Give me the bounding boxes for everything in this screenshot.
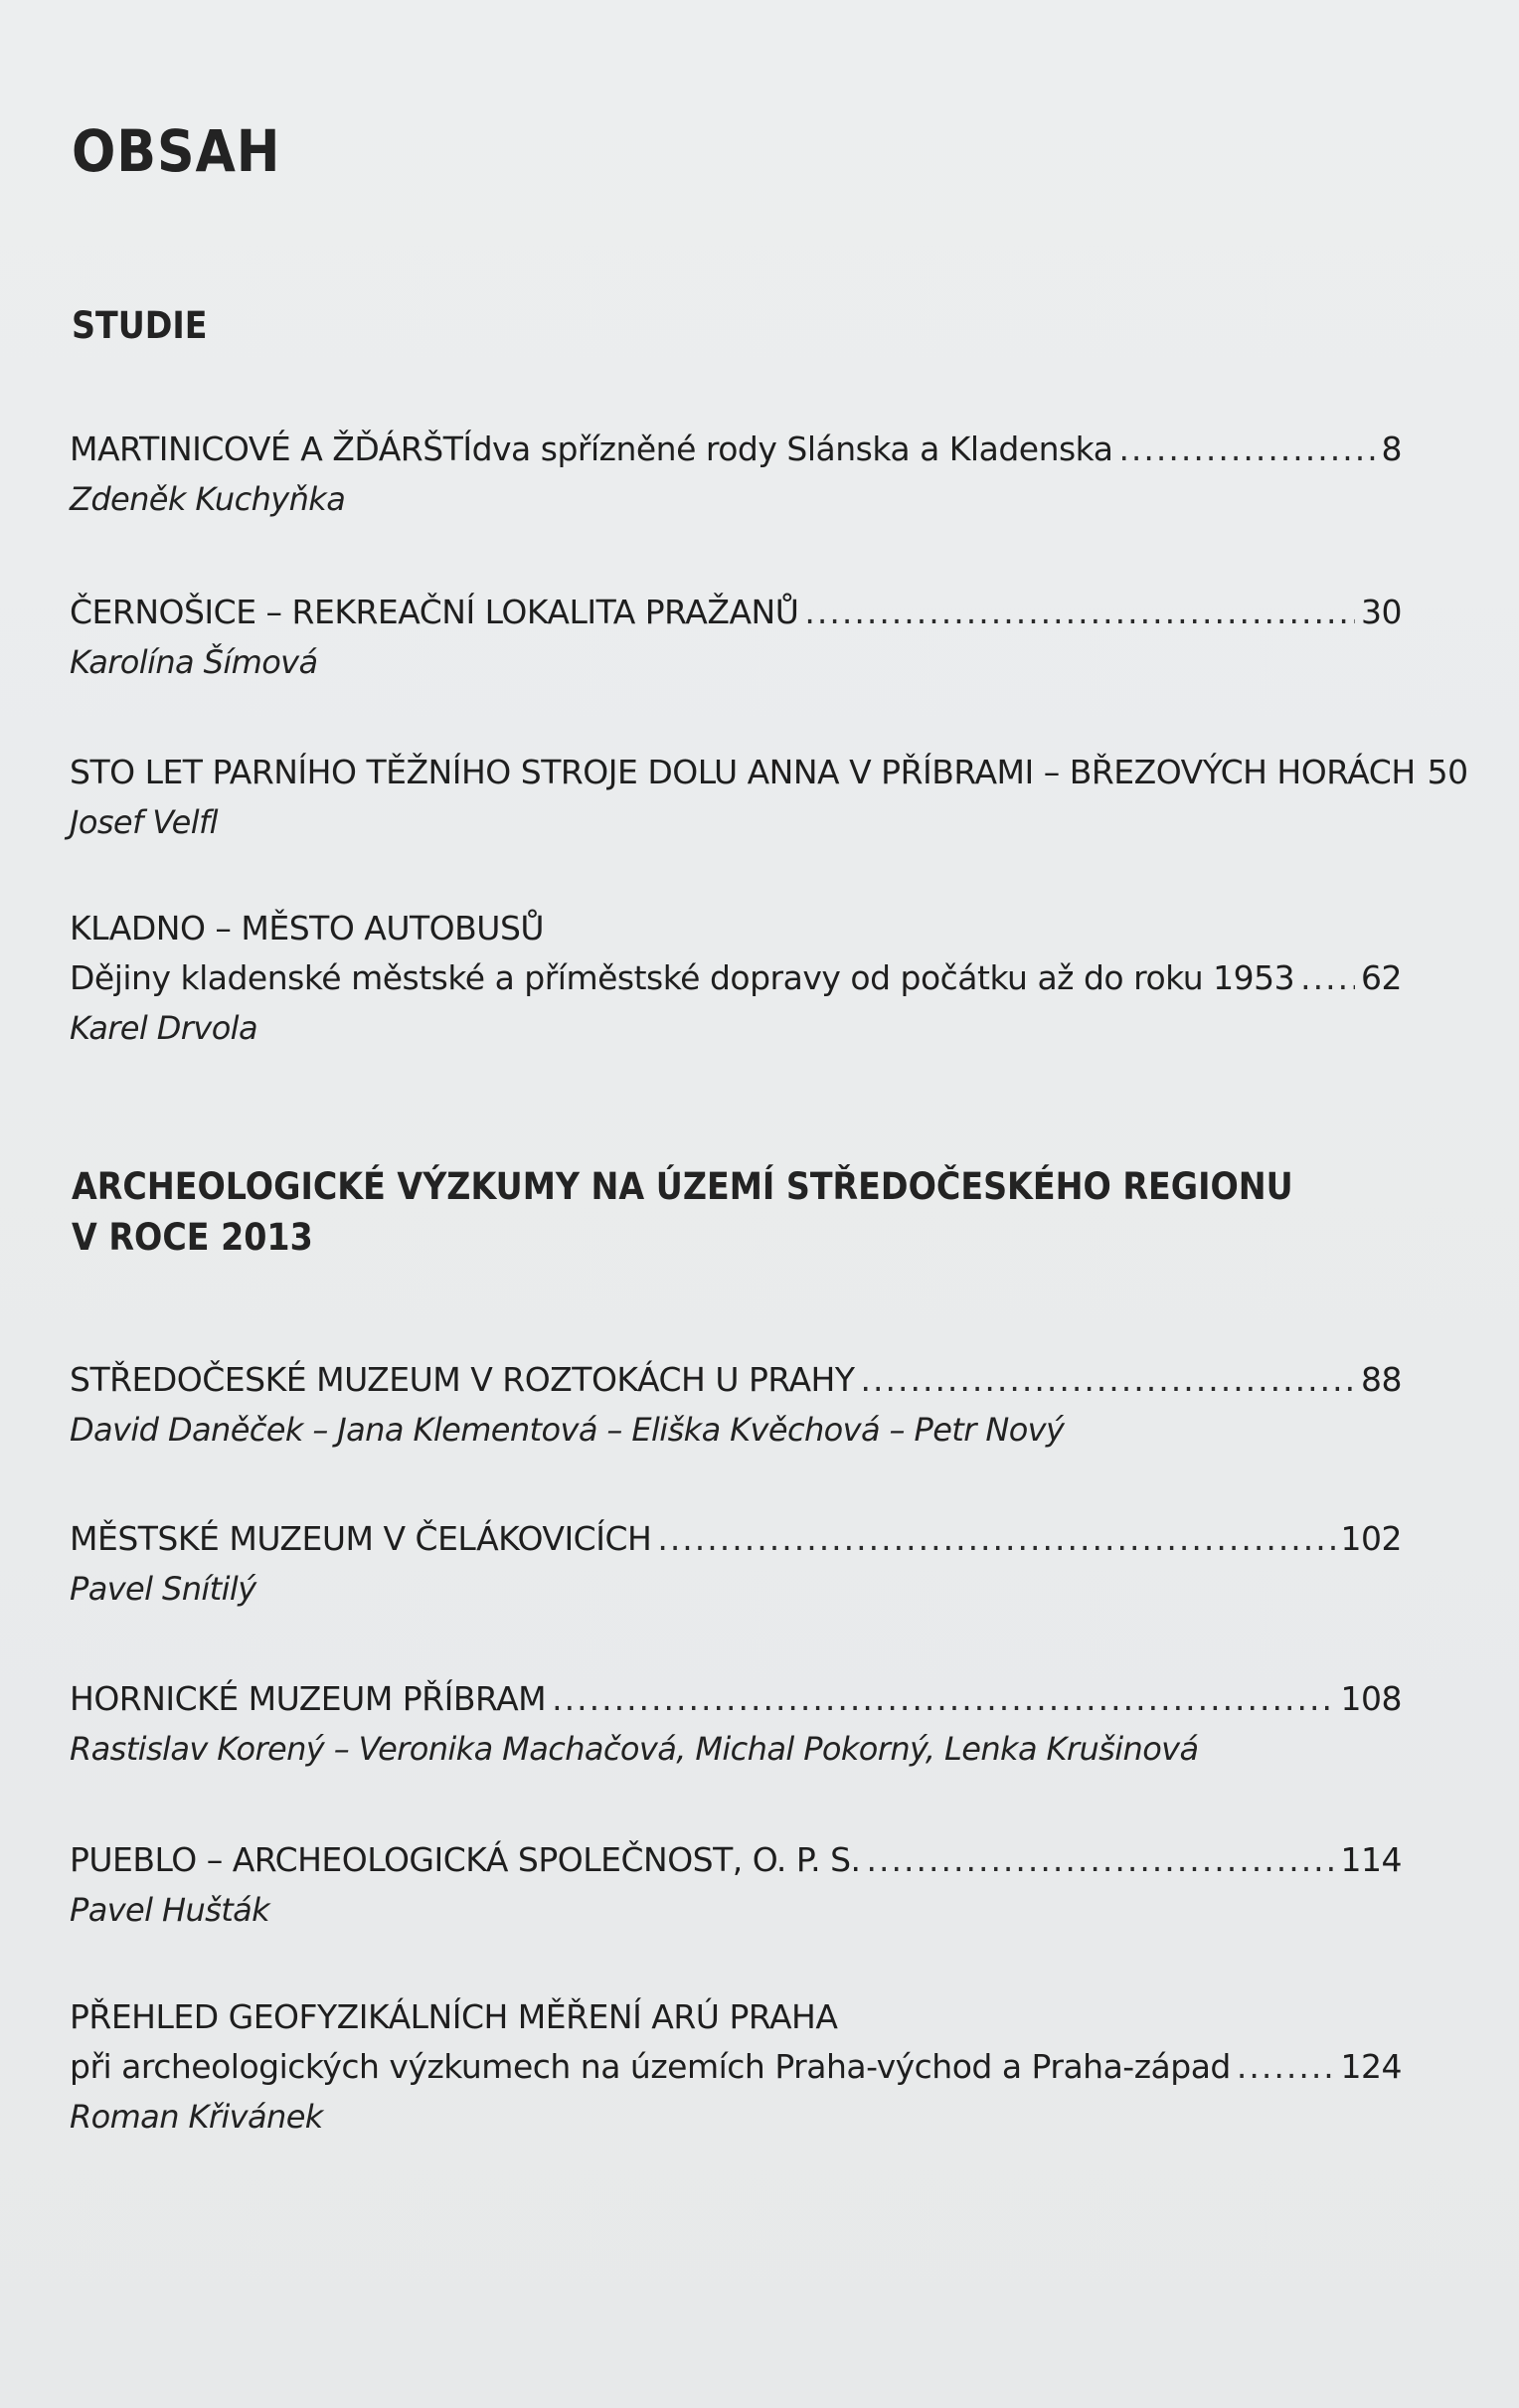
entry-page-number: 8 bbox=[1381, 430, 1402, 468]
entry-author: Josef Velfl bbox=[70, 803, 218, 841]
section-heading-archeologicke-vyzkumy bbox=[72, 1161, 1293, 1263]
entry-author: Karel Drvola bbox=[70, 1009, 257, 1047]
entry-author: David Daněček – Jana Klementová – Eliška Kvěchová – Petr Nový bbox=[70, 1411, 1065, 1449]
entry-author: Zdeněk Kuchyňka bbox=[70, 480, 346, 518]
section-heading-line: V ROCE 2013 bbox=[72, 1216, 313, 1260]
toc-entry-kladno-autobusy bbox=[70, 904, 1402, 1053]
dot-leader bbox=[804, 588, 1355, 637]
toc-entry-line bbox=[70, 1355, 1402, 1405]
dot-leader bbox=[657, 1514, 1334, 1564]
entry-page-number: 88 bbox=[1361, 1360, 1402, 1399]
entry-author: Rastislav Korený – Veronika Machačová, Michal Pokorný, Lenka Krušinová bbox=[70, 1730, 1199, 1768]
entry-title: KLADNO – MĚSTO AUTOBUSŮ bbox=[70, 909, 545, 947]
toc-entry-line bbox=[70, 2042, 1402, 2092]
toc-entry-line bbox=[70, 1514, 1402, 1564]
dot-leader bbox=[1237, 2042, 1335, 2092]
toc-entry-line bbox=[70, 953, 1402, 1003]
toc-entry-martinicove bbox=[70, 425, 1402, 524]
entry-page-number: 108 bbox=[1340, 1679, 1402, 1718]
page-title: OBSAH bbox=[72, 117, 281, 185]
entry-page-number: 62 bbox=[1361, 958, 1402, 997]
entry-title: PUEBLO – ARCHEOLOGICKÁ SPOLEČNOST, O. P. S. bbox=[70, 1840, 861, 1879]
dot-leader bbox=[552, 1674, 1334, 1724]
toc-entry-celakovice bbox=[70, 1514, 1402, 1614]
entry-page-number: 50 bbox=[1427, 753, 1468, 791]
toc-entry-cernosice bbox=[70, 588, 1402, 687]
entry-page-number: 30 bbox=[1361, 593, 1402, 631]
entry-title: ČERNOŠICE – REKREAČNÍ LOKALITA PRAŽANŮ bbox=[70, 593, 799, 631]
section-heading-line: ARCHEOLOGICKÉ VÝZKUMY NA ÚZEMÍ STŘEDOČESKÉHO REGIONU bbox=[72, 1165, 1293, 1208]
toc-entry-line bbox=[70, 1674, 1402, 1724]
entry-title: STO LET PARNÍHO TĚŽNÍHO STROJE DOLU ANNA V PŘÍBRAMI – BŘEZOVÝCH HORÁCH bbox=[70, 753, 1416, 791]
entry-page-number: 114 bbox=[1340, 1840, 1402, 1879]
entry-title: MARTINICOVÉ A ŽĎÁRŠTÍ bbox=[70, 430, 472, 468]
toc-entry-tezni-stroj bbox=[70, 748, 1468, 847]
entry-author: Roman Křivánek bbox=[70, 2098, 323, 2136]
dot-leader bbox=[867, 1835, 1335, 1885]
toc-entry-roztoky bbox=[70, 1355, 1402, 1455]
entry-subtitle: Dějiny kladenské městské a příměstské dopravy od počátku až do roku 1953 bbox=[70, 958, 1295, 997]
entry-author: Pavel Snítilý bbox=[70, 1570, 256, 1608]
entry-author: Pavel Hušták bbox=[70, 1891, 270, 1929]
dot-leader bbox=[861, 1355, 1356, 1405]
toc-entry-line bbox=[70, 748, 1468, 797]
entry-title: PŘEHLED GEOFYZIKÁLNÍCH MĚŘENÍ ARÚ PRAHA bbox=[70, 1997, 838, 2036]
toc-entry-line bbox=[70, 1835, 1402, 1885]
entry-page-number: 102 bbox=[1340, 1519, 1402, 1558]
dot-leader bbox=[1118, 425, 1375, 474]
entry-subtitle: dva spřízněné rody Slánska a Kladenska bbox=[471, 430, 1113, 468]
entry-page-number: 124 bbox=[1340, 2047, 1402, 2086]
section-heading-line: STUDIE bbox=[72, 304, 208, 347]
entry-title: MĚSTSKÉ MUZEUM V ČELÁKOVICÍCH bbox=[70, 1519, 652, 1558]
entry-title: HORNICKÉ MUZEUM PŘÍBRAM bbox=[70, 1679, 547, 1718]
toc-entry-pueblo bbox=[70, 1835, 1402, 1935]
entry-title: STŘEDOČESKÉ MUZEUM V ROZTOKÁCH U PRAHY bbox=[70, 1360, 855, 1399]
toc-entry-pribram bbox=[70, 1674, 1402, 1774]
toc-entry-line bbox=[70, 425, 1402, 474]
toc-entry-geofyzika bbox=[70, 1992, 1402, 2142]
entry-author: Karolína Šímová bbox=[70, 643, 318, 681]
section-heading-studie bbox=[72, 300, 208, 351]
toc-entry-line bbox=[70, 588, 1402, 637]
dot-leader bbox=[1300, 953, 1355, 1003]
entry-subtitle: při archeologických výzkumech na územích Praha-východ a Praha-západ bbox=[70, 2047, 1231, 2086]
